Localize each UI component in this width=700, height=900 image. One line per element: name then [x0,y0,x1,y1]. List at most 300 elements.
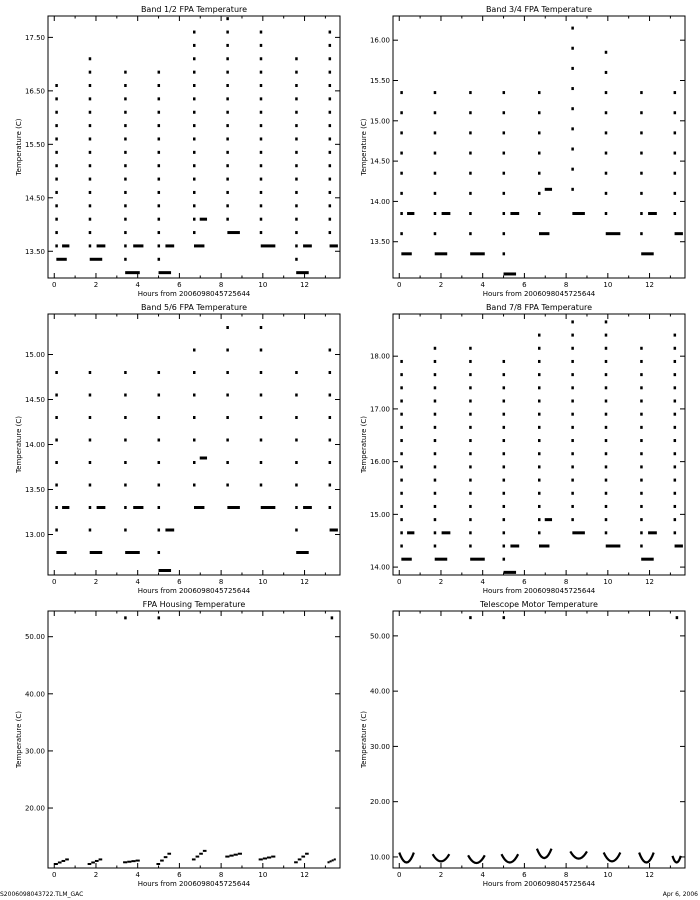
x-axis-label: Hours from 2006098045725644 [482,290,596,298]
data-point [193,461,196,464]
data-point [55,124,58,127]
data-point [89,204,92,207]
data-point [193,484,196,487]
data-point [226,57,229,60]
data-point [434,479,437,482]
panel-2 [360,5,685,298]
data-point [640,111,643,114]
data-point [295,461,298,464]
data-point [503,131,506,134]
data-point [124,394,127,397]
data-point [295,244,298,247]
data-point [469,413,472,416]
data-point [400,152,403,155]
data-point [640,413,643,416]
data-point [158,164,161,167]
x-axis-label: Hours from 2006098045725644 [482,880,596,888]
data-point [400,479,403,482]
data-point [469,360,472,363]
data-point [295,218,298,221]
data-point [434,232,437,235]
data-point [400,505,403,508]
data-point [89,191,92,194]
data-point [55,191,58,194]
chart-title: Band 3/4 FPA Temperature [485,5,593,14]
data-point [503,386,506,389]
data-point [124,137,127,140]
data-point [260,31,263,34]
y-tick-label: 16.50 [24,87,45,96]
data-point [503,232,506,235]
data-point [260,124,263,127]
data-run [675,545,683,548]
data-run [167,853,171,855]
data-point [226,371,229,374]
data-point [434,192,437,195]
data-point [400,426,403,429]
data-point [469,545,472,548]
data-point [640,492,643,495]
data-run [539,545,549,548]
data-point [434,172,437,175]
x-tick-label: 4 [480,281,485,289]
x-tick-label: 12 [645,578,655,586]
data-run [305,853,309,855]
chart-title: FPA Housing Temperature [142,600,246,609]
data-point [124,616,127,619]
data-point [571,518,574,521]
y-tick-label: 14.50 [369,157,390,166]
data-point [329,218,332,221]
x-tick-label: 4 [135,578,140,586]
data-point [434,505,437,508]
data-point [538,518,541,521]
data-point [295,124,298,127]
data-point [329,57,332,60]
data-point [571,465,574,468]
y-tick-label: 13.50 [24,486,45,494]
data-run [267,857,271,859]
data-point [469,518,472,521]
data-point [605,71,608,74]
x-tick-label: 2 [93,871,99,879]
x-tick-label: 8 [218,578,224,586]
data-point [571,127,574,130]
data-point [400,531,403,534]
data-point [434,413,437,416]
data-point [538,212,541,215]
data-point [674,465,677,468]
data-point [640,131,643,134]
data-point [295,57,298,60]
data-point [260,111,263,114]
data-point [89,506,92,509]
data-point [571,373,574,376]
data-point [503,616,506,619]
data-point [571,400,574,403]
data-run [435,252,448,255]
data-point [329,231,332,234]
x-tick-label: 2 [93,578,99,586]
data-point [295,178,298,181]
data-point [400,131,403,134]
data-point [158,124,161,127]
data-point [503,172,506,175]
data-run [62,860,66,862]
data-point [503,545,506,548]
y-axis-label: Temperature (C) [15,711,23,768]
data-run [504,571,517,574]
data-point [434,465,437,468]
data-point [674,192,677,195]
data-point [571,479,574,482]
y-axis-label: Temperature (C) [360,711,368,768]
data-curve [639,853,654,863]
data-point [503,192,506,195]
data-point [158,551,161,554]
data-point [226,44,229,47]
data-point [434,91,437,94]
data-point [226,484,229,487]
data-point [226,439,229,442]
x-tick-label: 2 [438,281,444,289]
y-tick-label: 14.00 [369,197,390,206]
data-point [329,484,332,487]
y-tick-label: 14.50 [24,194,45,203]
x-tick-label: 6 [177,578,182,586]
data-run [271,856,275,858]
data-point [55,231,58,234]
data-run [159,271,172,274]
data-point [469,152,472,155]
data-point [329,349,332,352]
data-point [571,188,574,191]
data-point [400,492,403,495]
data-point [605,531,608,534]
data-point [89,124,92,127]
y-tick-label: 40.00 [369,687,390,696]
data-run [125,551,140,554]
data-point [503,360,506,363]
data-point [158,529,161,532]
data-run [641,558,654,561]
x-tick-label: 4 [135,281,140,289]
data-point [538,111,541,114]
y-tick-label: 50.00 [369,632,390,641]
data-point [538,152,541,155]
y-tick-label: 13.50 [24,247,45,256]
data-point [400,373,403,376]
x-tick-label: 10 [258,578,268,586]
data-run [572,531,585,534]
data-point [158,484,161,487]
y-axis-label: Temperature (C) [360,118,368,176]
data-point [605,439,608,442]
data-point [193,164,196,167]
data-point [89,394,92,397]
data-point [158,416,161,419]
data-curve [433,854,450,861]
data-point [295,529,298,532]
data-point [158,244,161,247]
data-point [124,84,127,87]
data-point [605,505,608,508]
x-tick-label: 0 [397,871,402,879]
data-point [676,616,679,619]
data-point [571,386,574,389]
data-point [193,439,196,442]
data-run [327,861,329,863]
data-point [434,400,437,403]
x-tick-label: 8 [218,871,224,879]
data-run [303,244,312,247]
data-point [469,386,472,389]
data-point [260,416,263,419]
data-point [640,505,643,508]
data-point [295,84,298,87]
panel-6 [360,600,685,888]
data-point [400,212,403,215]
data-point [538,334,541,337]
y-tick-label: 20.00 [369,798,390,807]
data-point [226,326,229,329]
data-point [640,212,643,215]
data-point [538,400,541,403]
data-point [158,218,161,221]
data-point [193,84,196,87]
data-point [226,394,229,397]
data-run [442,212,451,215]
x-tick-label: 2 [438,871,444,879]
data-point [55,111,58,114]
data-point [605,518,608,521]
data-run [263,857,267,859]
data-point [503,452,506,455]
data-point [640,232,643,235]
data-point [329,44,332,47]
x-tick-label: 6 [522,281,527,289]
data-point [158,137,161,140]
data-point [193,124,196,127]
data-run [97,506,106,509]
data-point [571,168,574,171]
data-point [434,439,437,442]
data-point [260,137,263,140]
data-point [674,111,677,114]
data-point [158,204,161,207]
plot-frame [48,611,340,868]
data-point [124,461,127,464]
data-point [469,400,472,403]
data-point [434,373,437,376]
data-point [124,258,127,261]
data-point [260,178,263,181]
data-run [401,252,411,255]
data-point [158,111,161,114]
data-point [260,191,263,194]
data-run [442,531,451,534]
data-point [158,191,161,194]
data-point [193,178,196,181]
data-point [605,492,608,495]
data-point [124,164,127,167]
data-point [89,71,92,74]
data-curve [570,851,587,858]
data-point [469,373,472,376]
data-point [55,484,58,487]
data-point [89,178,92,181]
data-point [55,244,58,247]
data-run [99,858,103,860]
y-tick-label: 30.00 [369,742,390,751]
data-point [469,505,472,508]
data-point [571,413,574,416]
data-point [640,360,643,363]
data-point [193,394,196,397]
data-point [331,616,334,619]
x-tick-label: 12 [300,871,310,879]
data-run [165,244,174,247]
data-point [434,111,437,114]
y-tick-label: 15.00 [24,351,45,359]
data-point [158,394,161,397]
data-point [329,191,332,194]
data-point [158,258,161,261]
data-point [400,400,403,403]
data-point [538,172,541,175]
data-point [503,152,506,155]
data-point [400,172,403,175]
data-run [227,231,240,234]
x-tick-label: 0 [52,578,57,586]
data-point [124,204,127,207]
y-tick-label: 10.00 [369,853,390,862]
data-point [226,111,229,114]
x-tick-label: 12 [645,871,655,879]
data-run [510,212,519,215]
data-point [260,44,263,47]
data-run [330,860,332,862]
data-run [303,506,312,509]
data-point [400,386,403,389]
data-point [89,164,92,167]
data-point [469,439,472,442]
data-point [295,204,298,207]
data-point [674,212,677,215]
data-point [55,529,58,532]
y-tick-label: 50.00 [24,633,45,642]
data-point [260,218,263,221]
data-point [226,97,229,100]
data-point [329,137,332,140]
data-run [330,244,338,247]
data-point [605,479,608,482]
x-tick-label: 10 [603,871,613,879]
chart-title: Telescope Motor Temperature [480,600,598,609]
data-point [329,84,332,87]
data-point [640,347,643,350]
y-tick-label: 15.00 [369,510,390,519]
data-point [55,151,58,154]
data-point [193,371,196,374]
data-point [89,111,92,114]
y-tick-label: 20.00 [24,804,45,813]
data-point [674,91,677,94]
data-point [89,529,92,532]
data-point [124,111,127,114]
data-point [400,232,403,235]
data-point [640,452,643,455]
data-run [227,506,240,509]
footer-filename: S2006098043722.TLM_GAC [0,891,84,898]
x-axis-label: Hours from 2006098045725644 [482,587,596,595]
data-point [124,178,127,181]
data-point [89,84,92,87]
x-tick-label: 2 [93,281,99,289]
data-point [605,386,608,389]
data-point [329,204,332,207]
data-curve [604,853,621,862]
data-point [571,505,574,508]
data-run [648,212,657,215]
data-point [605,111,608,114]
data-point [674,439,677,442]
data-point [124,191,127,194]
x-tick-label: 0 [397,578,402,586]
data-run [229,855,233,857]
data-point [158,84,161,87]
data-point [329,164,332,167]
data-point [400,192,403,195]
data-point [226,124,229,127]
x-axis-label: Hours from 2006098045725644 [137,880,251,888]
data-point [89,371,92,374]
y-tick-label: 14.50 [24,396,45,404]
data-point [503,439,506,442]
data-run [470,558,485,561]
data-point [329,439,332,442]
data-point [295,231,298,234]
data-point [55,164,58,167]
footer-date: Apr 6, 2006 [662,891,698,898]
data-point [400,413,403,416]
x-tick-label: 4 [480,578,485,586]
data-point [158,97,161,100]
data-point [674,334,677,337]
data-point [55,178,58,181]
chart-title: Band 5/6 FPA Temperature [140,303,248,312]
plot-frame [393,16,685,278]
data-point [89,218,92,221]
data-point [158,151,161,154]
data-point [571,67,574,70]
data-point [674,492,677,495]
data-run [133,244,143,247]
data-point [640,531,643,534]
panel-5 [15,600,340,888]
data-point [469,426,472,429]
data-run [160,860,164,862]
data-point [674,360,677,363]
data-point [538,439,541,442]
data-point [55,506,58,509]
y-tick-label: 14.00 [24,441,45,449]
data-point [503,212,506,215]
data-point [674,152,677,155]
data-point [605,347,608,350]
panel-4 [360,303,685,595]
data-point [260,204,263,207]
